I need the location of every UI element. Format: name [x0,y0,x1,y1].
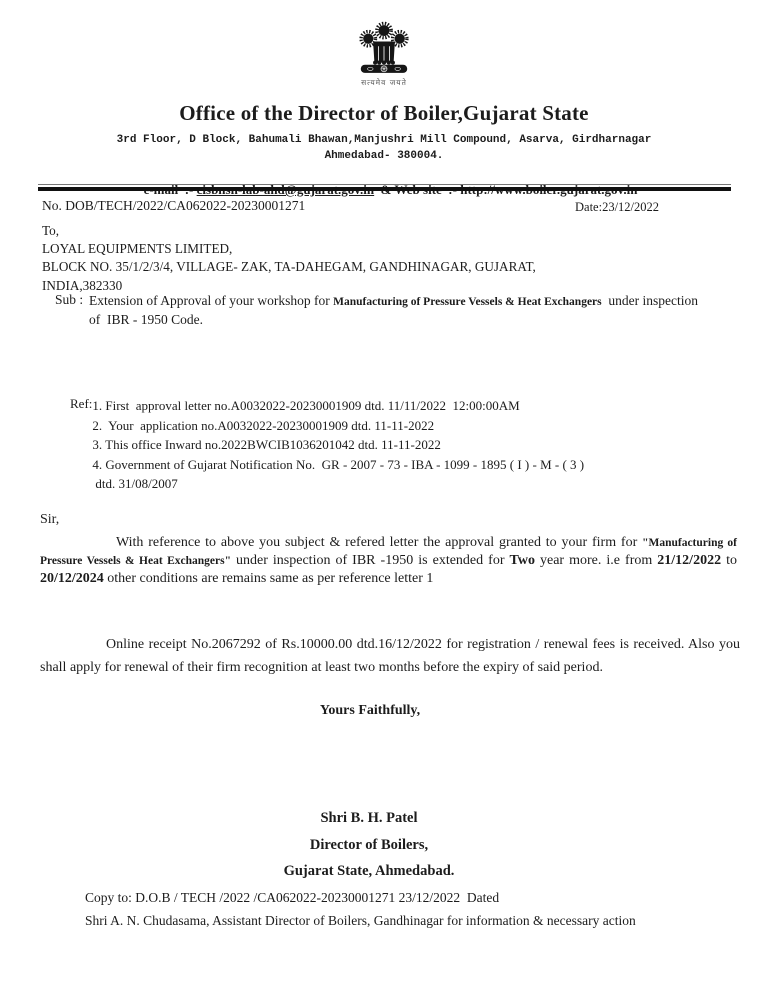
addressee-line: INDIA,382330 [42,277,123,293]
body-paragraph-1: With reference to above you subject & refered letter the approval granted to your firm for "Manufacturing of Pressure Vessels & Heat Exchangers" under inspection of IBR -1950 is extended for Two year more. i.e from 21/12/2022 to 20/12/2024 other conditions are remains same as per reference letter 1 [40,535,737,586]
copy-line-1: Copy to: D.O.B / TECH /2022 /CA062022-20230001271 23/12/2022 Dated [85,890,500,905]
salutation: Sir, [40,512,60,527]
letter-date: Date:23/12/2022 [575,200,660,214]
copy-line-2: Shri A. N. Chudasama, Assistant Director of Boilers, Gandhinagar for information & necessary action [85,913,636,928]
copy-block [85,886,636,932]
ref-label: Ref: [70,396,93,411]
subject-line1: Extension of Approval of your workshop for Manufacturing of Pressure Vessels & Heat Exchangers under inspection [89,293,698,308]
ref-item: dtd. 31/08/2007 [95,476,178,491]
subject-block [55,292,710,329]
addressee-block [42,222,536,295]
subject-line2: of IBR - 1950 Code. [89,312,203,327]
body-bold-workshop: "Manufacturing of Pressure Vessels & Heat Exchangers" [40,537,737,567]
signature-block [0,805,738,885]
emblem-block [0,20,768,87]
ref-item: 4. Government of Gujarat Notification No. GR - 2007 - 73 - IBA - 1099 - 1895 ( I ) - M - ( 3 ) [92,456,585,472]
closing: Yours Faithfully, [319,703,421,718]
body-bold-to-date: 20/12/2024 [40,571,104,586]
subject-label: Sub : [55,292,84,307]
addressee-line: BLOCK NO. 35/1/2/3/4, VILLAGE- ZAK, TA-DAHEGAM, GANDHINAGAR, GUJARAT, [42,259,536,275]
body-bold-duration: Two [509,553,535,568]
emblem-motto: सत्यमेव जयते [361,78,407,87]
ref-item: 1. First approval letter no.A0032022-20230001909 dtd. 11/11/2022 12:00:00AM [92,398,520,413]
body-paragraph-2: Online receipt No.2067292 of Rs.10000.00 dtd.16/12/2022 for registration / renewal fees is received. Also you shall apply for renewal of their firm recognition at least two months before the expiry of said period. [40,637,740,675]
office-address-line1: 3rd Floor, D Block, Bahumali Bhawan,Manjushri Mill Compound, Asarva, Girdharnagar [116,134,652,146]
header-divider [38,184,731,190]
addressee-line: LOYAL EQUIPMENTS LIMITED, [42,241,233,257]
signatory-title: Director of Boilers, [309,836,429,853]
signatory-name: Shri B. H. Patel [320,810,418,826]
body-bold-from-date: 21/12/2022 [657,553,722,568]
office-address-line2: Ahmedabad- 380004. [324,150,444,162]
references-block [70,396,584,494]
letter-number: No. DOB/TECH/2022/CA062022-20230001271 [42,198,306,213]
signatory-office: Gujarat State, Ahmedabad. [283,863,455,879]
office-title: Office of the Director of Boiler,Gujarat State [179,101,589,125]
state-emblem-of-india-icon [343,20,425,78]
subject-bold: Manufacturing of Pressure Vessels & Heat Exchangers [333,296,602,308]
to-label: To, [42,223,60,238]
ref-item: 3. This office Inward no.2022BWCIB1036201042 dtd. 11-11-2022 [92,437,441,452]
ref-item: 2. Your application no.A0032022-20230001909 dtd. 11-11-2022 [92,417,435,433]
